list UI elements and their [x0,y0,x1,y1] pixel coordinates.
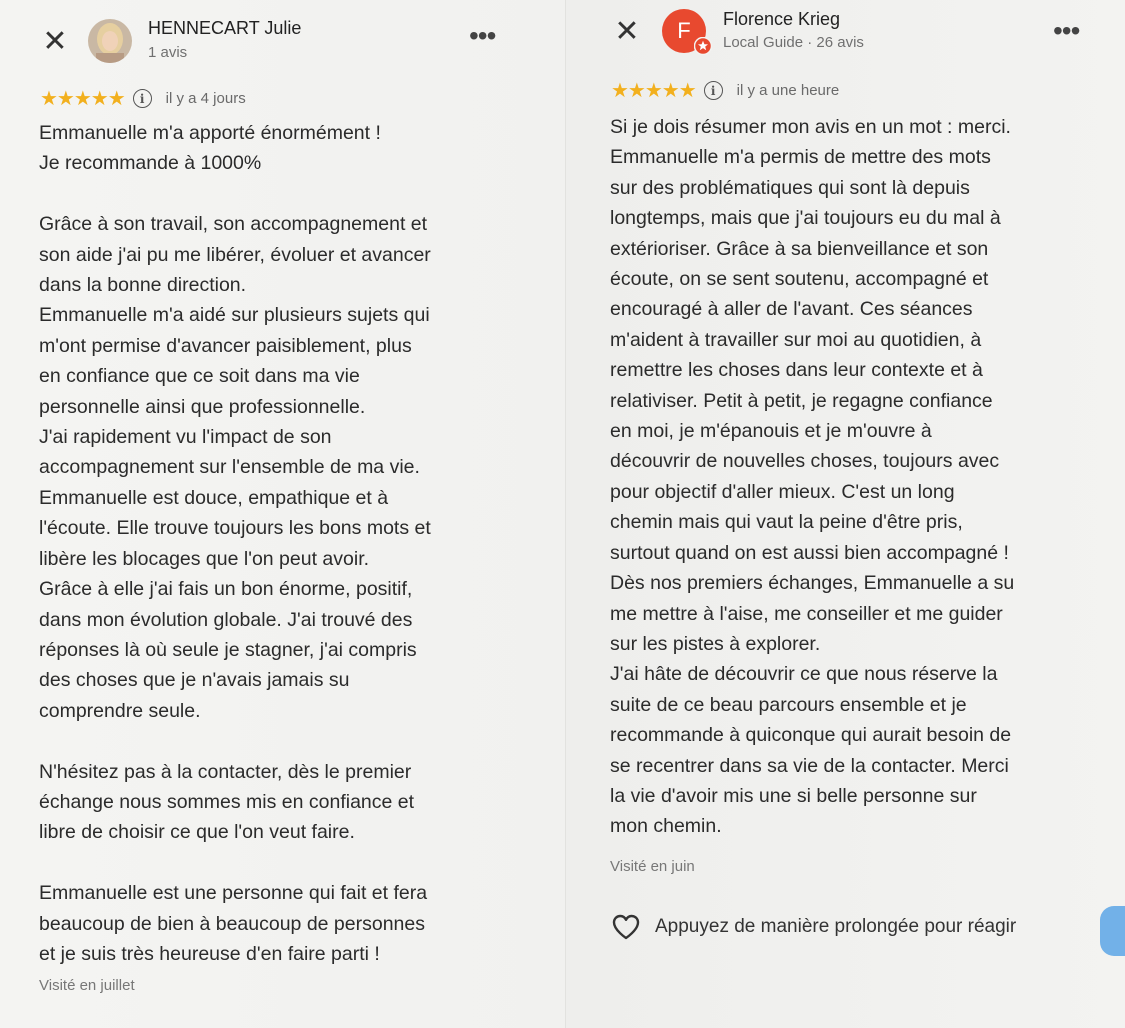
info-icon[interactable]: i [704,81,723,100]
visited-date: Visité en juin [610,858,695,875]
star-rating: ★★★★★ [40,88,125,110]
close-icon[interactable]: ✕ [614,15,640,48]
react-label: Appuyez de manière prolongée pour réagir [655,916,1017,937]
more-options-icon[interactable]: ••• [469,20,496,51]
reviewer-meta: 1 avis [148,44,188,61]
reviewer-name[interactable]: Florence Krieg [723,9,841,29]
review-text: Emmanuelle m'a apporté énormément ! Je recommande à 1000% Grâce à son travail, son accompagnement et son aide j'ai pu me libérer, évoluer et avancer dans la bonne direction. Emmanuelle m'a aidé sur plusieurs sujets qui m'ont permise d'avancer paisiblement, plus en confiance que ce soit dans ma vie personnelle ainsi que professionnelle. J'ai rapidement vu l'impact de son accompagnement sur l'ensemble de ma vie. Emmanuelle est douce, empathique et à l'écoute. Elle trouve toujours les bons mots et libère les blocages que l'on peut avoir. Grâce à elle j'ai fais un bon énorme, positif, dans mon évolution globale. J'ai trouvé des réponses là où seule je stagner, j'ai compris des choses que je n'avais jamais su comprendre seule. N'hésitez pas à la contacter, dès le premier échange nous sommes mis en confiance et libre de choisir ce que l'on veut faire. Emmanuelle est une personne qui fait et fera beaucoup de bien à beaucoup de personnes et je suis très heureuse d'en faire parti ! [39,122,431,965]
local-guide-badge-icon [694,37,712,55]
more-options-icon[interactable]: ••• [1053,15,1080,46]
review-time: il y a 4 jours [165,90,246,107]
info-icon[interactable]: i [133,89,152,108]
review-panel-right [565,0,1125,1028]
close-icon[interactable]: ✕ [42,25,68,58]
heart-outline-icon [611,913,641,941]
react-button[interactable] [611,913,1016,941]
review-text: Si je dois résumer mon avis en un mot : merci. Emmanuelle m'a permis de mettre des mots sur des problématiques qui sont là depuis longtemps, mais que j'ai toujours eu du mal à extérioriser. Grâce à sa bienveillance et son écoute, on se sent soutenu, accompagné et encouragé à aller de l'avant. Ces séances m'aident à travailler sur moi au quotidien, à remettre les choses dans leur contexte et à relativiser. Petit à petit, je regagne confiance en moi, je m'épanouis et je m'ouvre à découvrir de nouvelles choses, toujours avec pour objectif d'aller mieux. C'est un long chemin mais qui vaut la peine d'être pris, surtout quand on est aussi bien accompagné ! Dès nos premiers échanges, Emmanuelle a su me mettre à l'aise, me conseiller et me guider sur les pistes à explorer. J'ai hâte de découvrir ce que nous réserve la suite de ce beau parcours ensemble et je recommande à quiconque qui aurait besoin de se recentrer dans sa vie de la contacter. Merci la vie d'avoir mis une si belle personne sur mon chemin. [610,116,1015,838]
review-time: il y a une heure [736,82,840,99]
reviewer-name[interactable]: HENNECART Julie [148,18,302,38]
visited-date: Visité en juillet [39,977,135,994]
avatar [662,9,706,53]
rating-row [611,78,839,103]
reviewer-meta: Local Guide · 26 avis [723,34,864,51]
side-handle[interactable] [1100,906,1125,956]
star-rating: ★★★★★ [611,80,696,102]
rating-row [40,86,246,111]
avatar-photo [88,19,132,63]
avatar [88,19,132,63]
avatar-letter: F [662,9,706,53]
